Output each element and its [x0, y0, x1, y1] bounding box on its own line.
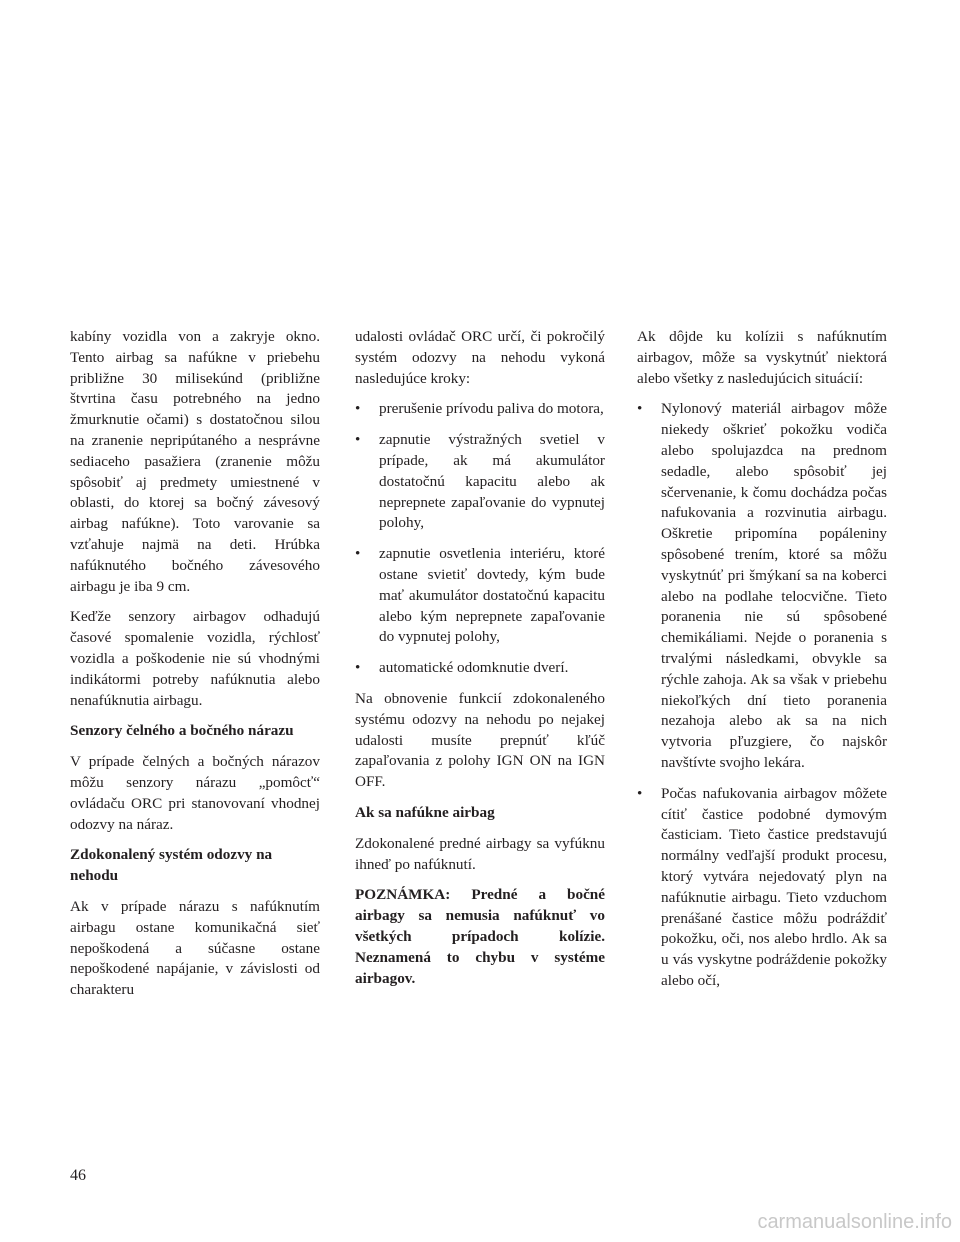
list-item: • automatické odomknutie dverí.	[355, 658, 605, 679]
text-column-1	[70, 327, 320, 1011]
paragraph: Zdokonalené predné airbagy sa vyfúknu ihneď po nafúknutí.	[355, 834, 605, 873]
list-item: • Počas nafukovania airbagov môžete cítiť častice podobné dymovým časticiam. Tieto častice predstavujú normálny vedľajší produkt procesu, ktorý vytvára nejedovatý plyn na nafúknutie airbagu. Tieto vzduchom prenášané častice môžu podráždiť pokožku, oči, nos alebo hrdlo. Ak sa u vás vyskytne podráždenie pokožky alebo očí,	[637, 784, 887, 992]
page-number: 46	[70, 1167, 86, 1184]
section-heading: Zdokonalený systém odozvy na nehodu	[70, 846, 273, 885]
text-column-2	[355, 327, 605, 999]
list-item: • zapnutie výstražných svetiel v prípade, ak má akumulátor dostatočnú kapacitu alebo ak neprepnete zapaľovanie do vypnutej polohy,	[355, 430, 605, 534]
bullet-list	[355, 399, 605, 679]
list-item: • prerušenie prívodu paliva do motora,	[355, 399, 605, 420]
paragraph: kabíny vozidla von a zakryje okno. Tento airbag sa nafúkne v priebehu približne 30 milisekúnd (približne štvrtina času potrebného na jedno žmurknutie očami) s dostatočnou silou na zranenie nepripútaného a nesprávne sediaceho pasažiera (zranenie môžu spôsobiť aj predmety umiestnené v oblasti, do ktorej sa bočný závesový airbag nafúkne). Toto varovanie sa vzťahuje najmä na deti. Hrúbka nafúknutého bočného závesového airbagu je iba 9 cm.	[70, 328, 320, 595]
section-heading: Ak sa nafúkne airbag	[355, 803, 495, 821]
paragraph: Na obnovenie funkcií zdokonaleného systému odozvy na nehodu po nejakej udalosti musíte prepnúť kľúč zapaľovania z polohy IGN ON na IGN OFF.	[355, 689, 605, 791]
text-column-3	[637, 327, 887, 1002]
watermark-footer: carmanualsonline.info	[757, 1211, 952, 1233]
paragraph: Ak dôjde ku kolízii s nafúknutím airbagov, môže sa vyskytnúť niektorá alebo všetky z nasledujúcich situácií:	[637, 328, 887, 387]
paragraph: Ak v prípade nárazu s nafúknutím airbagu ostane komunikačná sieť nepoškodená a súčasne ostane nepoškodené napájanie, v závislosti od charakteru	[70, 897, 320, 999]
paragraph: V prípade čelných a bočných nárazov môžu senzory nárazu „pomôcť“ ovládaču ORC pri stanovovaní vhodnej odozvy na náraz.	[70, 753, 320, 833]
section-heading: Senzory čelného a bočného nárazu	[70, 722, 294, 740]
paragraph: udalosti ovládač ORC určí, či pokročilý systém odozvy na nehodu vykoná nasledujúce kroky:	[355, 328, 605, 387]
bullet-list	[637, 399, 887, 991]
list-item: • zapnutie osvetlenia interiéru, ktoré ostane svietiť dovtedy, kým bude mať akumulátor dostatočnú kapacitu alebo kým neprepnete zapaľovanie do vypnutej polohy,	[355, 544, 605, 648]
paragraph: Keďže senzory airbagov odhadujú časové spomalenie vozidla, rýchlosť vozidla a poškodenie nie sú vhodnými indikátormi potreby nafúknutia alebo nenafúknutia airbagu.	[70, 608, 320, 709]
list-item: • Nylonový materiál airbagov môže niekedy oškrieť pokožku vodiča alebo spolujazdca na prednom sedadle, alebo spôsobiť jej sčervenanie, k čomu dochádza počas nafukovania a rozvinutia airbagu. Oškretie pripomína popáleniny spôsobené trením, ktoré sa môžu vyskytnúť pri šmýkaní sa na koberci alebo na podlahe telocvične. Tieto poranenia nie sú spôsobené chemikáliami. Nejde o poranenia s trvalými následkami, obvykle sa rýchle zahoja. Ak sa však v priebehu niekoľkých dní tieto poranenia nezahoja alebo ak sa na nich vytvoria pľuzgiere, čo najskôr navštívte svojho lekára.	[637, 399, 887, 773]
note-paragraph: POZNÁMKA: Predné a bočné airbagy sa nemusia nafúknuť vo všetkých prípadoch kolízie. Neznamená to chybu v systéme airbagov.	[355, 886, 605, 987]
